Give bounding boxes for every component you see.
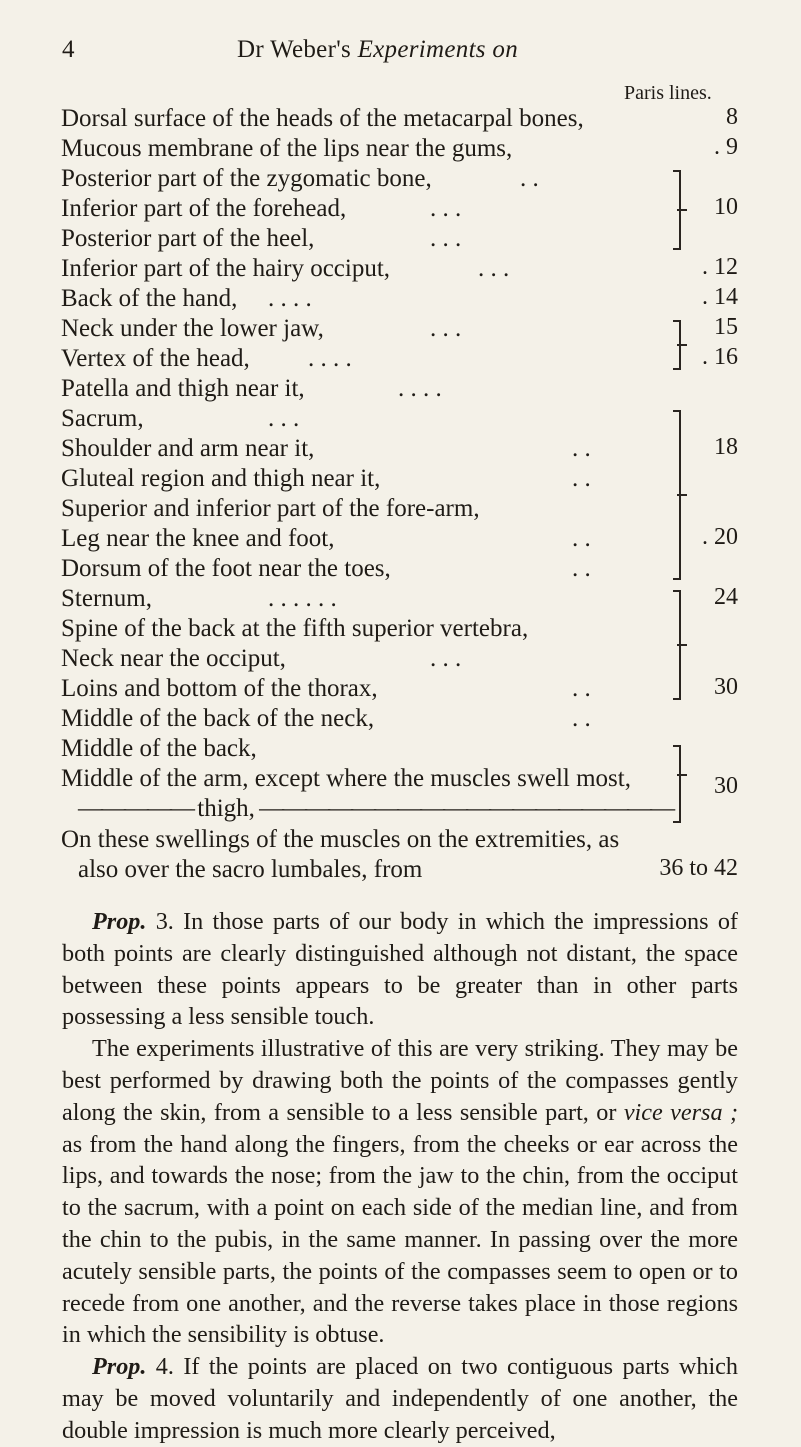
table-row-label: Superior and inferior part of the fore-arm, [61, 495, 480, 522]
table-row-label: Inferior part of the forehead, [61, 195, 347, 222]
dot-leader: . . . . [308, 345, 352, 372]
table-row-label: Vertex of the head, [61, 345, 250, 372]
table-row-value: 8 [726, 104, 738, 130]
table-row-label: thigh, [197, 795, 255, 822]
table-row-value: . 14 [702, 284, 738, 310]
brace-tip [677, 344, 687, 346]
dot-leader: . . . [430, 315, 462, 342]
table-row-label: Dorsum of the foot near the toes, [61, 555, 391, 582]
table-row-label: Sacrum, [61, 405, 144, 432]
table-row-label: Posterior part of the zygomatic bone, [61, 165, 432, 192]
dot-leader: . . [572, 525, 591, 552]
dot-leader: . . [572, 555, 591, 582]
body-text [62, 906, 738, 1447]
dot-leader: . . . . [268, 285, 312, 312]
table-row-value: 30 [714, 773, 738, 799]
brace-tip [677, 494, 687, 496]
table-row-label: Middle of the arm, except where the muscles swell most, [61, 765, 631, 792]
table-row-value: . 16 [702, 344, 738, 370]
dot-leader: . . [572, 705, 591, 732]
dot-leader: . . . . . . [268, 585, 337, 612]
table-row-label: Inferior part of the hairy occiput, [61, 255, 391, 282]
prop-4-paragraph [62, 1351, 738, 1446]
thigh-row: ————— thigh, —————————————————— [78, 795, 674, 822]
table-row-value: 15 [714, 314, 738, 340]
table-row-label: Middle of the back of the neck, [61, 705, 375, 732]
table-row-label: Shoulder and arm near it, [61, 435, 315, 462]
brace [665, 745, 681, 823]
table-row-label: Mucous membrane of the lips near the gums, [61, 135, 513, 162]
sacro-note: also over the sacro lumbales, from [78, 856, 423, 883]
table-row-value: . 20 [702, 524, 738, 550]
running-title-prefix: Dr Weber's [237, 36, 358, 63]
prop-4-label: Prop. [92, 1353, 147, 1381]
table-row-label: Loins and bottom of the thorax, [61, 675, 378, 702]
sacro-value: 36 to 42 [659, 855, 738, 881]
prop-3-text: 3. In those parts of our body in which the impressions of both points are clearly distinguished although not distant, the space between these points appears to be greater than in other parts possessing a less sensible touch. [62, 908, 738, 1031]
table-row-label: Spine of the back at the fifth superior vertebra, [61, 615, 529, 642]
table-row-label: Neck near the occiput, [61, 645, 286, 672]
table-row-label: Posterior part of the heel, [61, 225, 315, 252]
para2-after: as from the hand along the fingers, from the cheeks or ear across the lips, and towards the nose; from the jaw to the chin, from the occiput to the sacrum, with a point on each side of the median line, and from the chin to the pubis, in the same manner. In passing over the more acutely sensible parts, the points of the compasses seem to open or to recede from one another, and the reverse takes place in those regions in which the sensibility is obtuse. [62, 1130, 738, 1349]
dot-leader: . . . [478, 255, 510, 282]
prop-3-paragraph [62, 906, 738, 1033]
table-row-label: Gluteal region and thigh near it, [61, 465, 381, 492]
table-row-label: Leg near the knee and foot, [61, 525, 335, 552]
table-row-label: Back of the hand, [61, 285, 238, 312]
dot-leader: . . . [268, 405, 300, 432]
vice-versa-italic: vice versa ; [623, 1098, 739, 1126]
table-row-value: . 12 [702, 254, 738, 280]
table-row-label: Dorsal surface of the heads of the metacarpal bones, [61, 105, 584, 132]
table-row-value: 10 [714, 194, 738, 220]
table-row-label: Sternum, [61, 585, 152, 612]
table-row-value: 18 [714, 434, 738, 460]
table-row-value: . 9 [714, 134, 738, 160]
prop-3-label: Prop. [92, 908, 147, 935]
dot-leader: . . [572, 675, 591, 702]
table-row-label: Neck under the lower jaw, [61, 315, 324, 342]
dot-leader: . . . . [398, 375, 442, 402]
running-title-italic: Experiments on [357, 36, 518, 63]
table-row-label: Middle of the back, [61, 735, 257, 762]
brace-tip [677, 209, 687, 211]
swelling-note: On these swellings of the muscles on the extremities, as [61, 826, 620, 853]
dot-leader: . . [572, 465, 591, 492]
prop-4-text: 4. If the points are placed on two contiguous parts which may be moved voluntarily and independently of one another, the double impression is much more clearly perceived, [62, 1353, 738, 1444]
experiments-paragraph [62, 1033, 738, 1351]
brace-tip [677, 774, 687, 776]
dot-leader: . . . [430, 645, 462, 672]
dot-leader: . . . [430, 195, 462, 222]
dot-leader: . . [520, 165, 539, 192]
page-number: 4 [62, 36, 75, 63]
table-row-value: 30 [714, 674, 738, 700]
brace-tip [677, 644, 687, 646]
table-row-value: 24 [714, 584, 738, 610]
dot-leader: . . . [430, 225, 462, 252]
column-heading: Paris lines. [624, 82, 712, 104]
table-row-label: Patella and thigh near it, [61, 375, 305, 402]
dot-leader: . . [572, 435, 591, 462]
para2-before: The experiments illustrative of this are very striking. They may be best performed by drawing both the points of the compasses gently along the skin, from a sensible to a less sensible part, or [62, 1035, 738, 1126]
